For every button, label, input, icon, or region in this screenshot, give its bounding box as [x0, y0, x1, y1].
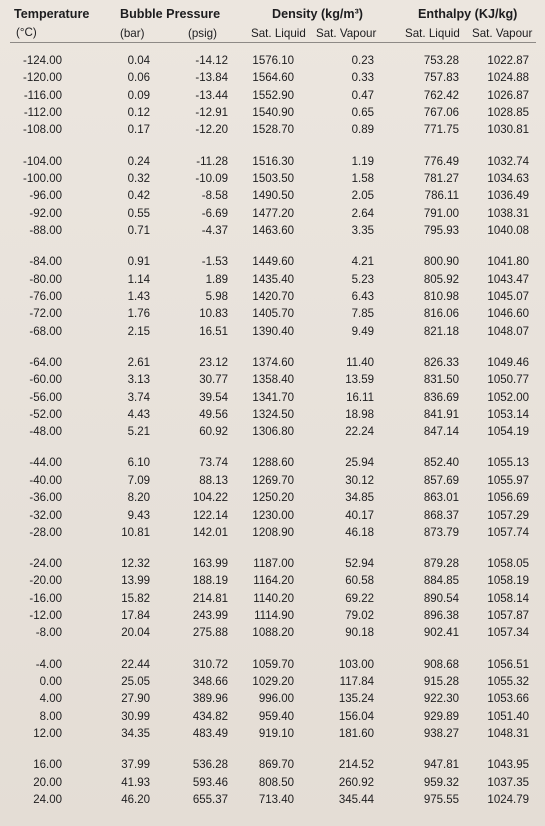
- cell-density-liquid: 1088.20: [252, 627, 294, 640]
- cell-enthalpy-vapour: 1024.79: [487, 793, 529, 806]
- cell-temperature: -64.00: [29, 356, 62, 369]
- cell-enthalpy-liquid: 816.06: [423, 308, 459, 321]
- cell-pressure-psig: 30.77: [199, 374, 228, 387]
- cell-temperature: -20.00: [29, 575, 62, 588]
- cell-density-liquid: 1250.20: [252, 492, 294, 505]
- unit-density-liquid: Sat. Liquid: [251, 27, 306, 40]
- cell-density-liquid: 1576.10: [252, 55, 294, 67]
- cell-pressure-bar: 0.17: [127, 124, 150, 137]
- cell-enthalpy-vapour: 1057.34: [487, 627, 529, 640]
- cell-density-vapour: 69.22: [345, 592, 374, 605]
- header-density: Density (kg/m³): [272, 7, 363, 21]
- cell-temperature: -12.00: [29, 610, 62, 623]
- cell-pressure-psig: 10.83: [199, 308, 228, 321]
- unit-enthalpy-liquid: Sat. Liquid: [405, 27, 460, 40]
- cell-enthalpy-vapour: 1038.31: [487, 207, 529, 220]
- cell-density-liquid: 1208.90: [252, 526, 294, 539]
- cell-density-vapour: 6.43: [351, 290, 374, 303]
- cell-pressure-psig: 275.88: [192, 627, 228, 640]
- cell-enthalpy-liquid: 762.42: [423, 89, 459, 102]
- cell-density-vapour: 103.00: [338, 658, 374, 671]
- cell-density-vapour: 1.58: [351, 173, 374, 185]
- cell-enthalpy-liquid: 852.40: [423, 457, 459, 470]
- cell-pressure-bar: 7.09: [127, 474, 150, 487]
- cell-pressure-psig: -13.44: [195, 89, 228, 102]
- cell-enthalpy-liquid: 771.75: [423, 124, 459, 137]
- cell-enthalpy-liquid: 873.79: [423, 526, 459, 539]
- cell-density-liquid: 1552.90: [252, 89, 294, 102]
- cell-temperature: -52.00: [29, 408, 62, 421]
- cell-pressure-psig: -1.53: [201, 256, 228, 269]
- cell-temperature: -76.00: [29, 290, 62, 303]
- cell-pressure-psig: 39.54: [199, 391, 228, 404]
- cell-pressure-psig: 593.46: [192, 776, 228, 789]
- cell-enthalpy-vapour: 1055.97: [487, 474, 529, 487]
- cell-pressure-psig: 536.28: [192, 759, 228, 772]
- cell-pressure-psig: -14.12: [195, 55, 228, 67]
- cell-temperature: -120.00: [22, 72, 62, 85]
- cell-enthalpy-liquid: 841.91: [423, 408, 459, 421]
- cell-enthalpy-vapour: 1057.74: [487, 526, 529, 539]
- cell-enthalpy-liquid: 800.90: [423, 256, 459, 269]
- cell-pressure-psig: 60.92: [199, 426, 228, 439]
- cell-enthalpy-liquid: 879.28: [423, 558, 459, 570]
- cell-enthalpy-liquid: 821.18: [423, 325, 459, 338]
- unit-psig: (psig): [188, 27, 217, 40]
- cell-temperature: -40.00: [29, 474, 62, 487]
- cell-pressure-psig: -10.09: [195, 173, 228, 185]
- cell-enthalpy-liquid: 795.93: [423, 225, 459, 237]
- cell-enthalpy-liquid: 863.01: [423, 492, 459, 505]
- cell-temperature: 12.00: [33, 728, 62, 740]
- cell-temperature: -84.00: [29, 256, 62, 269]
- cell-density-vapour: 0.89: [351, 124, 374, 137]
- cell-density-vapour: 260.92: [338, 776, 374, 789]
- cell-temperature: -4.00: [35, 658, 62, 671]
- cell-density-vapour: 2.05: [351, 190, 374, 203]
- cell-density-vapour: 46.18: [345, 526, 374, 539]
- cell-enthalpy-liquid: 826.33: [423, 356, 459, 369]
- cell-pressure-psig: 49.56: [199, 408, 228, 421]
- cell-temperature: -112.00: [23, 107, 62, 120]
- cell-density-liquid: 1324.50: [252, 408, 294, 421]
- cell-pressure-psig: 214.81: [192, 592, 228, 605]
- cell-enthalpy-vapour: 1048.31: [487, 728, 529, 740]
- cell-density-vapour: 5.23: [351, 273, 374, 286]
- cell-temperature: -80.00: [29, 273, 62, 286]
- cell-pressure-bar: 0.24: [127, 155, 150, 168]
- cell-temperature: -60.00: [29, 374, 62, 387]
- cell-temperature: 24.00: [33, 793, 62, 806]
- cell-temperature: -24.00: [29, 558, 62, 570]
- cell-density-liquid: 1306.80: [252, 426, 294, 439]
- cell-pressure-bar: 25.05: [121, 676, 150, 688]
- cell-enthalpy-liquid: 959.32: [423, 776, 459, 789]
- cell-temperature: -44.00: [29, 457, 62, 470]
- cell-enthalpy-vapour: 1028.85: [487, 107, 529, 120]
- cell-density-vapour: 181.60: [338, 728, 374, 740]
- cell-pressure-psig: -12.91: [195, 107, 228, 120]
- cell-density-liquid: 1164.20: [253, 575, 294, 588]
- cell-pressure-bar: 0.55: [127, 207, 150, 220]
- cell-enthalpy-liquid: 868.37: [423, 509, 459, 522]
- cell-enthalpy-vapour: 1043.95: [487, 759, 529, 772]
- cell-enthalpy-liquid: 947.81: [423, 759, 459, 772]
- cell-pressure-bar: 1.43: [127, 290, 150, 303]
- cell-density-vapour: 0.47: [351, 89, 374, 102]
- cell-density-vapour: 345.44: [338, 793, 374, 806]
- cell-pressure-bar: 46.20: [121, 793, 150, 806]
- cell-pressure-psig: 88.13: [199, 474, 228, 487]
- cell-density-vapour: 79.02: [345, 610, 374, 623]
- cell-pressure-psig: -13.84: [195, 72, 228, 85]
- cell-density-vapour: 34.85: [345, 492, 374, 505]
- cell-pressure-bar: 37.99: [121, 759, 150, 772]
- cell-pressure-bar: 1.76: [127, 308, 150, 321]
- cell-pressure-psig: 434.82: [192, 710, 228, 723]
- cell-density-vapour: 25.94: [345, 457, 374, 470]
- cell-enthalpy-vapour: 1030.81: [487, 124, 529, 137]
- cell-pressure-bar: 2.61: [127, 356, 150, 369]
- cell-enthalpy-vapour: 1058.14: [487, 592, 529, 605]
- cell-pressure-bar: 0.09: [127, 89, 150, 102]
- cell-enthalpy-liquid: 753.28: [423, 55, 459, 67]
- cell-density-liquid: 1269.70: [252, 474, 294, 487]
- cell-pressure-bar: 0.32: [127, 173, 150, 185]
- cell-density-vapour: 22.24: [345, 426, 374, 439]
- cell-density-vapour: 0.23: [351, 55, 374, 67]
- cell-density-vapour: 30.12: [345, 474, 374, 487]
- cell-pressure-bar: 41.93: [121, 776, 150, 789]
- cell-temperature: -104.00: [22, 155, 62, 168]
- cell-density-liquid: 1420.70: [252, 290, 294, 303]
- cell-density-liquid: 1564.60: [252, 72, 294, 85]
- cell-enthalpy-vapour: 1056.51: [487, 658, 529, 671]
- cell-pressure-psig: 73.74: [199, 457, 228, 470]
- cell-density-liquid: 808.50: [258, 776, 294, 789]
- cell-enthalpy-liquid: 938.27: [423, 728, 459, 740]
- cell-temperature: 8.00: [39, 710, 62, 723]
- cell-density-vapour: 52.94: [345, 558, 374, 570]
- cell-enthalpy-vapour: 1043.47: [487, 273, 529, 286]
- cell-enthalpy-liquid: 896.38: [423, 610, 459, 623]
- header-bubble-pressure: Bubble Pressure: [120, 7, 221, 21]
- cell-density-liquid: 1528.70: [252, 124, 294, 137]
- cell-density-vapour: 214.52: [338, 759, 374, 772]
- cell-enthalpy-liquid: 757.83: [423, 72, 459, 85]
- cell-temperature: -92.00: [29, 207, 62, 220]
- cell-enthalpy-vapour: 1052.00: [487, 391, 529, 404]
- cell-pressure-bar: 10.81: [121, 526, 150, 539]
- cell-enthalpy-liquid: 908.68: [423, 658, 459, 671]
- cell-enthalpy-liquid: 929.89: [423, 710, 459, 723]
- cell-pressure-bar: 12.32: [121, 558, 150, 570]
- cell-enthalpy-vapour: 1032.74: [487, 155, 529, 168]
- cell-density-vapour: 7.85: [351, 308, 374, 321]
- cell-enthalpy-liquid: 836.69: [423, 391, 459, 404]
- cell-pressure-bar: 17.84: [121, 610, 150, 623]
- cell-density-liquid: 919.10: [258, 728, 294, 740]
- cell-pressure-bar: 0.91: [127, 256, 150, 269]
- cell-pressure-bar: 3.74: [127, 391, 150, 404]
- cell-density-liquid: 1503.50: [252, 173, 294, 185]
- cell-density-liquid: 1341.70: [252, 391, 294, 404]
- cell-enthalpy-liquid: 767.06: [423, 107, 459, 120]
- cell-pressure-psig: 23.12: [199, 356, 228, 369]
- cell-density-liquid: 869.70: [258, 759, 294, 772]
- cell-density-vapour: 117.84: [339, 676, 374, 688]
- cell-pressure-bar: 0.42: [127, 190, 150, 203]
- cell-density-vapour: 0.33: [351, 72, 374, 85]
- cell-pressure-bar: 1.14: [127, 273, 150, 286]
- cell-density-liquid: 1374.60: [252, 356, 294, 369]
- cell-density-liquid: 1114.90: [254, 610, 294, 623]
- cell-enthalpy-liquid: 857.69: [423, 474, 459, 487]
- cell-pressure-bar: 2.15: [127, 325, 150, 338]
- cell-enthalpy-vapour: 1026.87: [487, 89, 529, 102]
- cell-density-liquid: 1288.60: [252, 457, 294, 470]
- cell-pressure-psig: -4.37: [201, 225, 228, 237]
- cell-enthalpy-vapour: 1055.13: [487, 457, 529, 470]
- cell-temperature: 20.00: [33, 776, 62, 789]
- cell-pressure-bar: 0.06: [127, 72, 150, 85]
- cell-enthalpy-liquid: 975.55: [423, 793, 459, 806]
- cell-pressure-bar: 22.44: [121, 658, 150, 671]
- cell-density-liquid: 959.40: [258, 710, 294, 723]
- cell-density-vapour: 60.58: [345, 575, 374, 588]
- cell-density-vapour: 3.35: [351, 225, 374, 237]
- cell-pressure-psig: 389.96: [192, 693, 228, 706]
- cell-enthalpy-liquid: 810.98: [423, 290, 459, 303]
- cell-temperature: -68.00: [29, 325, 62, 338]
- cell-pressure-bar: 4.43: [127, 408, 150, 421]
- cell-temperature: -32.00: [29, 509, 62, 522]
- cell-density-liquid: 996.00: [258, 693, 294, 706]
- cell-temperature: -36.00: [29, 492, 62, 505]
- cell-enthalpy-vapour: 1055.32: [487, 676, 529, 688]
- cell-enthalpy-liquid: 831.50: [423, 374, 459, 387]
- cell-enthalpy-liquid: 884.85: [423, 575, 459, 588]
- cell-pressure-bar: 5.21: [127, 426, 150, 439]
- cell-enthalpy-liquid: 902.41: [423, 627, 459, 640]
- cell-enthalpy-liquid: 890.54: [423, 592, 459, 605]
- cell-temperature: -88.00: [29, 225, 62, 237]
- cell-density-vapour: 2.64: [351, 207, 374, 220]
- cell-density-vapour: 0.65: [351, 107, 374, 120]
- cell-density-vapour: 135.24: [338, 693, 374, 706]
- cell-pressure-psig: 163.99: [192, 558, 228, 570]
- cell-density-liquid: 1490.50: [252, 190, 294, 203]
- cell-enthalpy-liquid: 805.92: [423, 273, 459, 286]
- cell-enthalpy-liquid: 791.00: [423, 207, 459, 220]
- cell-density-vapour: 156.04: [338, 710, 374, 723]
- cell-density-liquid: 1435.40: [252, 273, 294, 286]
- cell-pressure-psig: -6.69: [201, 207, 228, 220]
- cell-density-liquid: 1140.20: [253, 592, 294, 605]
- cell-density-vapour: 11.40: [346, 356, 374, 369]
- cell-enthalpy-liquid: 776.49: [423, 155, 459, 168]
- cell-density-liquid: 1230.00: [252, 509, 294, 522]
- cell-enthalpy-liquid: 915.28: [423, 676, 459, 688]
- cell-pressure-psig: 142.01: [192, 526, 228, 539]
- cell-density-vapour: 4.21: [351, 256, 374, 269]
- cell-density-vapour: 18.98: [345, 408, 374, 421]
- cell-density-liquid: 1390.40: [252, 325, 294, 338]
- cell-enthalpy-vapour: 1024.88: [487, 72, 529, 85]
- cell-enthalpy-liquid: 781.27: [423, 173, 459, 185]
- cell-enthalpy-vapour: 1051.40: [487, 710, 529, 723]
- cell-enthalpy-vapour: 1058.05: [487, 558, 529, 570]
- cell-enthalpy-vapour: 1037.35: [487, 776, 529, 789]
- cell-pressure-psig: 16.51: [199, 325, 228, 338]
- header-enthalpy: Enthalpy (KJ/kg): [418, 7, 518, 21]
- cell-density-liquid: 1449.60: [252, 256, 294, 269]
- cell-pressure-bar: 34.35: [121, 728, 150, 740]
- cell-enthalpy-liquid: 847.14: [423, 426, 459, 439]
- cell-pressure-bar: 13.99: [121, 575, 150, 588]
- cell-enthalpy-vapour: 1058.19: [487, 575, 529, 588]
- cell-temperature: -96.00: [29, 190, 62, 203]
- cell-enthalpy-vapour: 1036.49: [487, 190, 529, 203]
- cell-pressure-bar: 20.04: [121, 627, 150, 640]
- cell-density-liquid: 1516.30: [252, 155, 294, 168]
- cell-density-vapour: 40.17: [345, 509, 374, 522]
- cell-pressure-psig: 1.89: [205, 273, 228, 286]
- cell-density-liquid: 1187.00: [253, 558, 294, 570]
- cell-density-vapour: 13.59: [345, 374, 374, 387]
- cell-pressure-bar: 3.13: [127, 374, 150, 387]
- cell-density-vapour: 9.49: [351, 325, 374, 338]
- cell-temperature: 16.00: [33, 759, 62, 772]
- cell-pressure-psig: 483.49: [192, 728, 228, 740]
- cell-pressure-psig: -11.28: [196, 155, 228, 168]
- cell-density-vapour: 16.11: [346, 391, 374, 404]
- cell-pressure-psig: 243.99: [192, 610, 228, 623]
- cell-density-vapour: 90.18: [345, 627, 374, 640]
- cell-enthalpy-vapour: 1045.07: [487, 290, 529, 303]
- cell-pressure-psig: 104.22: [192, 492, 228, 505]
- unit-bar: (bar): [120, 27, 145, 40]
- cell-pressure-bar: 27.90: [121, 693, 150, 706]
- cell-enthalpy-vapour: 1048.07: [487, 325, 529, 338]
- cell-pressure-bar: 0.04: [127, 55, 150, 67]
- unit-temperature: (°C): [16, 26, 37, 39]
- cell-enthalpy-vapour: 1041.80: [487, 256, 529, 269]
- cell-pressure-bar: 30.99: [121, 710, 150, 723]
- cell-enthalpy-vapour: 1034.63: [487, 173, 529, 185]
- cell-temperature: -124.00: [22, 55, 62, 67]
- cell-pressure-psig: 188.19: [192, 575, 228, 588]
- cell-temperature: -8.00: [35, 627, 62, 640]
- unit-density-vapour: Sat. Vapour: [316, 27, 377, 40]
- cell-density-liquid: 1477.20: [252, 207, 294, 220]
- cell-enthalpy-vapour: 1053.14: [487, 408, 529, 421]
- cell-pressure-bar: 0.12: [127, 107, 150, 120]
- cell-density-liquid: 1059.70: [252, 658, 294, 671]
- unit-enthalpy-vapour: Sat. Vapour: [472, 27, 533, 40]
- cell-pressure-bar: 8.20: [127, 492, 150, 505]
- cell-enthalpy-liquid: 786.11: [424, 190, 459, 203]
- cell-pressure-psig: -8.58: [201, 190, 228, 203]
- cell-pressure-psig: 122.14: [192, 509, 228, 522]
- cell-temperature: 4.00: [39, 693, 62, 706]
- cell-enthalpy-vapour: 1046.60: [487, 308, 529, 321]
- cell-temperature: -56.00: [29, 391, 62, 404]
- header-temperature: Temperature: [14, 7, 90, 21]
- cell-pressure-psig: 310.72: [192, 658, 228, 671]
- cell-density-liquid: 1463.60: [252, 225, 294, 237]
- cell-pressure-psig: -12.20: [195, 124, 228, 137]
- cell-enthalpy-liquid: 922.30: [423, 693, 459, 706]
- cell-pressure-bar: 6.10: [127, 457, 150, 470]
- cell-temperature: -16.00: [29, 592, 62, 605]
- cell-temperature: -28.00: [29, 526, 62, 539]
- cell-pressure-psig: 5.98: [205, 290, 228, 303]
- cell-pressure-bar: 15.82: [121, 592, 150, 605]
- cell-density-liquid: 1358.40: [252, 374, 294, 387]
- cell-temperature: -108.00: [22, 124, 62, 137]
- cell-temperature: -100.00: [22, 173, 62, 185]
- cell-pressure-bar: 9.43: [127, 509, 150, 522]
- cell-density-liquid: 713.40: [258, 793, 294, 806]
- cell-temperature: -116.00: [23, 89, 62, 102]
- cell-enthalpy-vapour: 1050.77: [487, 374, 529, 387]
- cell-enthalpy-vapour: 1049.46: [487, 356, 529, 369]
- cell-pressure-psig: 348.66: [192, 676, 228, 688]
- cell-pressure-bar: 0.71: [127, 225, 150, 237]
- cell-density-liquid: 1540.90: [252, 107, 294, 120]
- cell-enthalpy-vapour: 1057.29: [487, 509, 529, 522]
- cell-density-vapour: 1.19: [351, 155, 374, 168]
- cell-enthalpy-vapour: 1054.19: [487, 426, 529, 439]
- cell-enthalpy-vapour: 1057.87: [487, 610, 529, 623]
- cell-density-liquid: 1029.20: [252, 676, 294, 688]
- cell-temperature: 0.00: [39, 676, 62, 688]
- cell-density-liquid: 1405.70: [252, 308, 294, 321]
- cell-pressure-psig: 655.37: [192, 793, 228, 806]
- cell-enthalpy-vapour: 1056.69: [487, 492, 529, 505]
- cell-enthalpy-vapour: 1053.66: [487, 693, 529, 706]
- cell-enthalpy-vapour: 1022.87: [487, 55, 529, 67]
- cell-temperature: -48.00: [29, 426, 62, 439]
- cell-temperature: -72.00: [29, 308, 62, 321]
- cell-enthalpy-vapour: 1040.08: [487, 225, 529, 237]
